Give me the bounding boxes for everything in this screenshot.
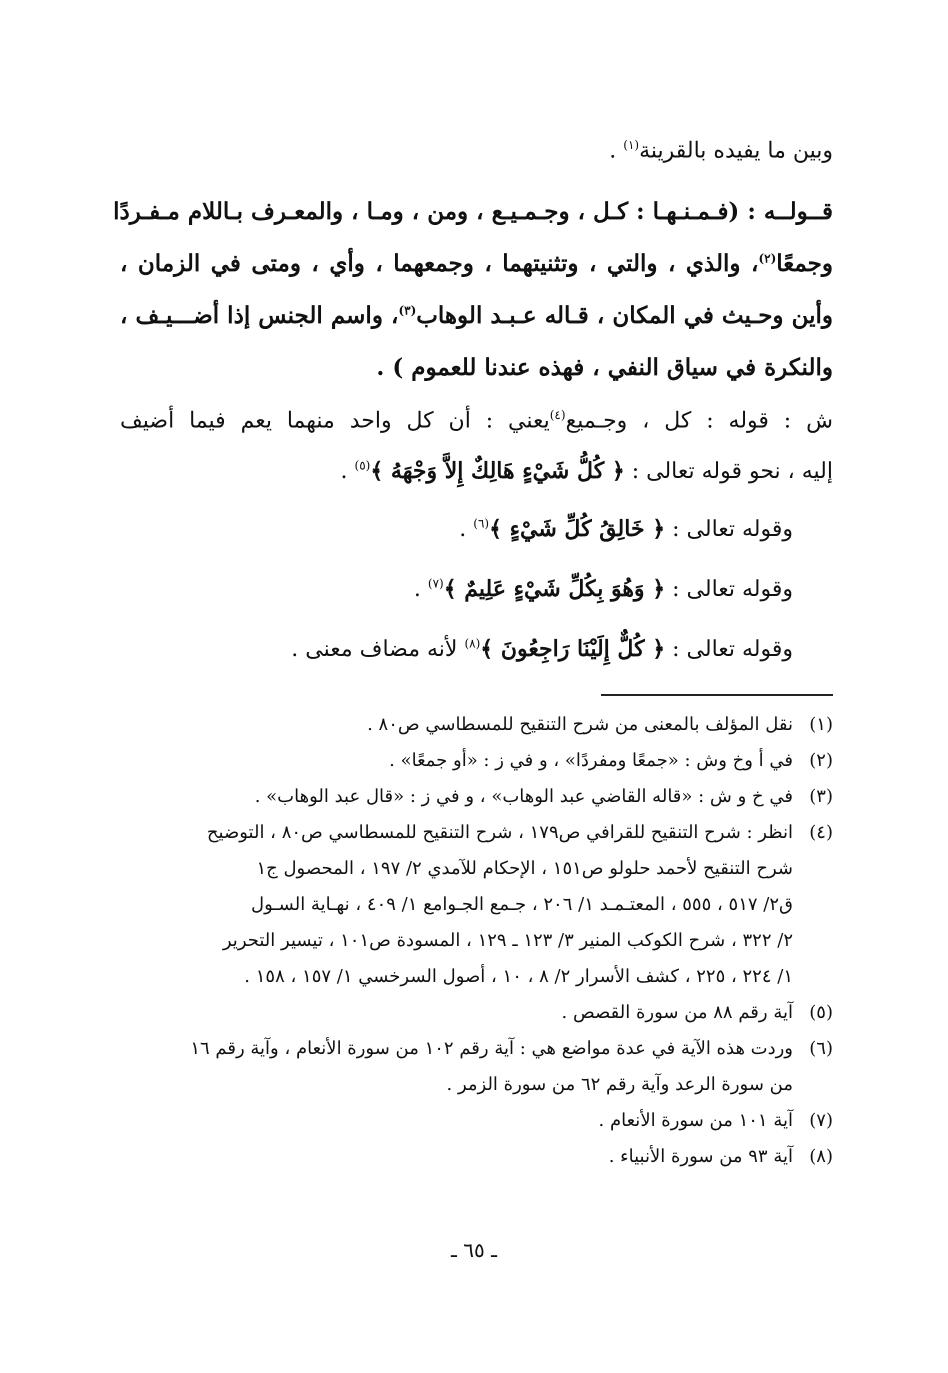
- footnote-ref-7: (٧): [427, 576, 444, 591]
- footnote-4-line-5: ١/ ٢٢٤ ، ٢٢٥ ، كشف الأسرار ٢/ ٨ ، ١٠ ، أصول السرخسي ١/ ١٥٧ ، ١٥٨ .: [244, 966, 793, 987]
- quran-verse-4: ﴿ كُلٌّ إِلَيْنَا رَاجِعُونَ ﴾: [480, 636, 666, 662]
- quoted-text-line-3: [120, 302, 833, 329]
- opening-end: .: [609, 138, 624, 164]
- quoted-text-line-1: [113, 198, 833, 225]
- footnote-4-line-4: ٢/ ٣٢٢ ، شرح الكوكب المنير ٣/ ١٢٣ ـ ١٢٩ ، المسودة ص١٠١ ، تيسير التحرير: [222, 930, 793, 951]
- commentary-2a: ش : قوله : كل ، وجـميع: [565, 408, 833, 434]
- page-number: ـ ٦٥ ـ: [451, 1238, 497, 1262]
- commentary-line-2: [341, 458, 833, 484]
- footnote-6: [190, 1038, 833, 1059]
- quoted-text-1b: وجمعًا: [776, 250, 833, 277]
- footnote-number: (٦): [809, 1038, 833, 1059]
- footnote-ref-4: (٤): [549, 408, 566, 422]
- quran-verse-1: ﴿ كُلُّ شَيْءٍ هَالِكٌ إِلاَّ وَجْهَهُ ﴾: [370, 458, 625, 484]
- quoted-text-1a: قــولــه : (فـمـنـهـا : كـل ، وجـمـيـع ، ومن ، ومـا ، والمعـرف بـاللام مـفـردًا: [113, 198, 833, 225]
- footnote-ref-2: (٢): [758, 251, 777, 266]
- footnote-4-line-2: شرح التنقيح لأحمد حلولو ص١٥١ ، الإحكام للآمدي ٢/ ١٩٧ ، المحصول ج١: [256, 858, 793, 879]
- footnote-text: في أ وخ وش : «جمعًا ومفردًا» ، و في ز : «أو جمعًا» .: [389, 750, 793, 771]
- footnote-ref-1: (١): [623, 138, 640, 152]
- verse-line-2: [459, 516, 793, 542]
- opening-text: وبين ما يفيده بالقرينة: [639, 138, 833, 164]
- quoted-text-1d: والنكرة في سياق النفي ، فهذه عندنا للعموم ) .: [376, 354, 833, 381]
- footnote-text: انظر : شرح التنقيح للقرافي ص١٧٩ ، شرح التنقيح للمسطاسي ص٨٠ ، التوضيح: [206, 822, 793, 843]
- footnote-7: [599, 1110, 833, 1131]
- footnote-text: آية ٩٣ من سورة الأنبياء .: [608, 1146, 793, 1167]
- quoted-text-1c: وأين وحـيث في المكان ، قـاله عـبـد الوهاب: [416, 302, 833, 329]
- footnote-separator: [601, 694, 833, 696]
- footnote-6-line-2: من سورة الرعد وآية رقم ٦٢ من سورة الزمر .: [446, 1074, 793, 1095]
- commentary-2b-end: .: [340, 459, 355, 484]
- verse-2-intro: وقوله تعالى :: [665, 517, 793, 542]
- footnote-ref-5: (٥): [354, 458, 371, 473]
- footnote-number: (٤): [809, 822, 833, 843]
- quoted-text-1b-rest: ، والذي ، والتي ، وتثنيتهما ، وجمعهما ، وأي ، ومتى في الزمان ،: [120, 250, 759, 277]
- opening-line: [609, 138, 833, 163]
- footnote-ref-3: (٣): [398, 303, 417, 318]
- verse-line-4: [291, 636, 793, 662]
- quoted-text-line-2: [120, 250, 833, 277]
- footnote-4-line-3: ق٢/ ٥١٧ ، ٥٥٥ ، المعتـمـد ١/ ٢٠٦ ، جـمع الجـوامع ١/ ٤٠٩ ، نهـاية السـول: [251, 894, 793, 915]
- footnote-8: [609, 1146, 833, 1167]
- commentary-2a-rest: يعني : أن كل واحد منهما يعم فيما أضيف: [120, 408, 550, 434]
- verse-3-intro: وقوله تعالى :: [665, 577, 793, 602]
- verse-3-end: .: [413, 577, 428, 602]
- footnote-2: [389, 750, 833, 771]
- quoted-text-1c-rest: ، واسم الجنس إذا أضـــيـف ،: [120, 302, 399, 329]
- footnote-number: (١): [809, 714, 833, 735]
- footnote-number: (٥): [809, 1002, 833, 1023]
- quran-verse-3: ﴿ وَهُوَ بِكُلِّ شَيْءٍ عَلِيمٌ ﴾: [443, 576, 666, 602]
- verse-line-3: [414, 576, 793, 602]
- quoted-text-line-4: [376, 354, 833, 381]
- verse-4-end: لأنه مضاف معنى .: [291, 637, 465, 662]
- footnote-ref-6: (٦): [473, 516, 490, 531]
- verse-4-intro: وقوله تعالى :: [665, 637, 793, 662]
- commentary-2b: إليه ، نحو قوله تعالى :: [624, 459, 833, 484]
- footnote-number: (٨): [809, 1146, 833, 1167]
- footnote-3: [255, 786, 833, 807]
- quran-verse-2: ﴿ خَالِقُ كُلِّ شَيْءٍ ﴾: [489, 516, 666, 542]
- footnote-5: [562, 1002, 833, 1023]
- footnote-number: (٣): [809, 786, 833, 807]
- footnote-number: (٢): [809, 750, 833, 771]
- footnote-4: [207, 822, 833, 843]
- verse-2-end: .: [459, 517, 474, 542]
- footnote-text: آية رقم ٨٨ من سورة القصص .: [561, 1002, 793, 1023]
- commentary-line-1: [120, 408, 833, 433]
- footnote-text: نقل المؤلف بالمعنى من شرح التنقيح للمسطاسي ص٨٠ .: [367, 714, 793, 735]
- footnote-1: [367, 714, 833, 735]
- footnote-text: وردت هذه الآية في عدة مواضع هي : آية رقم ١٠٢ من سورة الأنعام ، وآية رقم ١٦: [190, 1038, 793, 1059]
- footnote-text: في خ و ش : «قاله القاضي عبد الوهاب» ، و في ز : «قال عبد الوهاب» .: [254, 786, 793, 807]
- footnote-ref-8: (٨): [464, 636, 481, 651]
- footnote-number: (٧): [809, 1110, 833, 1131]
- footnote-text: آية ١٠١ من سورة الأنعام .: [598, 1110, 793, 1131]
